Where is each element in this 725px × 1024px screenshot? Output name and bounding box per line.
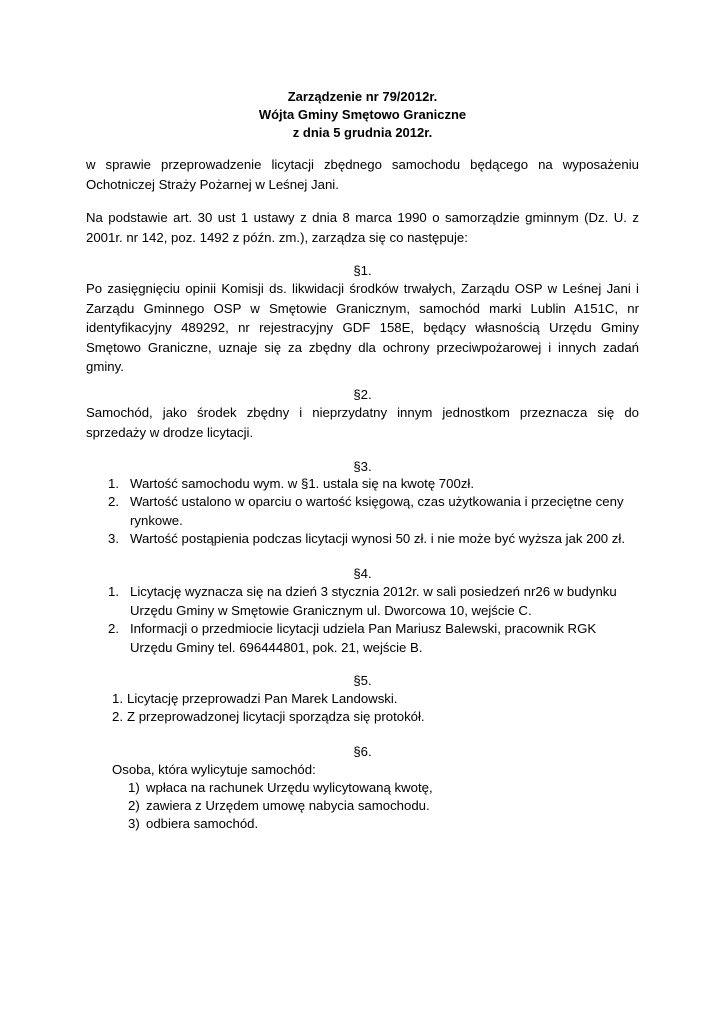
list-text: Z przeprowadzonej licytacji sporządza się protokół. [127,709,425,724]
section-3-heading: §3. [353,459,372,474]
list-item [108,583,639,621]
list-number: 1) [128,780,140,795]
document-date: z dnia 5 grudnia 2012r. [292,125,433,140]
document-title: Zarządzenie nr 79/2012r. [287,89,438,104]
section-6-heading: §6. [353,744,372,759]
section-2-heading: §2. [353,387,372,402]
section-1-line: Smętowo Graniczne, uznaje się za zbędny dla ochrony przeciwpożarowej i innych zadań [86,339,639,355]
list-text: Informacji o przedmiocie licytacji udziela Pan Mariusz Balewski, pracownik RGK [130,621,597,636]
list-number: 2) [128,798,140,813]
section-1-heading: §1. [353,263,372,278]
list-item [108,493,639,531]
list-text: zawiera z Urzędem umowę nabycia samochodu. [146,798,430,813]
subject-paragraph [86,155,639,194]
list-number: 1. [112,691,123,706]
list-text: Wartość samochodu wym. w §1. ustala się na kwotę 700zł. [130,476,475,491]
list-number: 2. [112,709,123,724]
list-item [108,620,639,658]
section-5-heading: §5. [353,673,372,688]
section-1-paragraph [86,279,639,377]
subject-line: w sprawie przeprowadzenie licytacji zbędnego samochodu będącego na wyposażeniu [86,157,639,172]
basis-line: 2001r. nr 142, poz. 1492 z późn. zm.), zarządza się co następuje: [86,229,468,245]
legal-basis-paragraph [86,208,639,247]
list-number: 1. [108,584,119,599]
document-issuer: Wójta Gminy Smętowo Graniczne [258,107,467,122]
section-2-line: Samochód, jako środek zbędny i nieprzydatny innym jednostkom przeznacza się do [86,405,639,420]
list-text: Wartość ustalono w oparciu o wartość księgową, czas użytkowania i przeciętne ceny [130,494,624,509]
section-1-line: Po zasięgnięciu opinii Komisji ds. likwidacji środków trwałych, Zarządu OSP w Leśnej Jani i [86,281,639,296]
section-1-line: identyfikacyjny 489292, nr rejestracyjny GDF 158E, będący własnością Urzędu Gminy [86,320,639,335]
list-text: odbiera samochód. [146,816,259,831]
section-1-line: Zarządu Gminnego OSP w Smętowie Granicznym, samochód marki Lublin A151C, nr [86,300,639,316]
list-text: wpłaca na rachunek Urzędu wylicytowaną kwotę, [146,780,433,795]
list-text: rynkowe. [130,513,183,528]
list-number: 3. [108,531,119,546]
section-6-intro-text: Osoba, która wylicytuje samochód: [112,762,316,777]
basis-line: Na podstawie art. 30 ust 1 ustawy z dnia 8 marca 1990 o samorządzie gminnym (Dz. U. z [86,210,639,225]
list-text: Urzędu Gminy tel. 696444801, pok. 21, wejście B. [130,640,423,655]
section-1-line: gminy. [86,359,124,374]
section-4-heading: §4. [353,566,372,581]
list-text: Urzędu Gminy w Smętowie Granicznym ul. Dworcowa 10, wejście C. [130,603,532,618]
list-number: 2. [108,621,119,636]
list-text: Licytację wyznacza się na dzień 3 stycznia 2012r. w sali posiedzeń nr26 w budynku [130,584,617,599]
list-number: 2. [108,494,119,509]
section-2-line: sprzedaży w drodze licytacji. [86,424,254,440]
list-text: Wartość postąpienia podczas licytacji wynosi 50 zł. i nie może być wyższa jak 200 zł. [130,531,625,546]
subject-line: Ochotniczej Straży Pożarnej w Leśnej Jani. [86,176,339,192]
list-number: 3) [128,816,140,831]
list-text: Licytację przeprowadzi Pan Marek Landowski. [127,691,398,706]
section-2-paragraph [86,403,639,442]
list-number: 1. [108,476,119,491]
